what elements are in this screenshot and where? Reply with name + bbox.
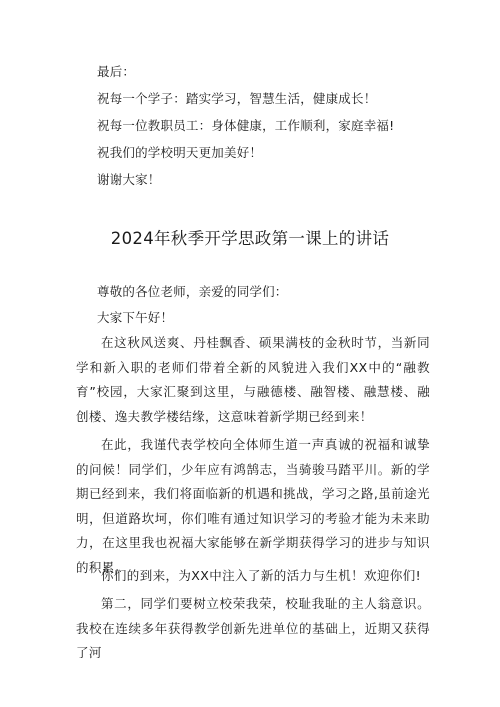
paragraph-1: 在这秋风送爽、丹桂飘香、硕果满枝的金秋时节，当新同学和新入职的老师们带着全新的风貌进入我们XX中的“融教育”校园，大家汇聚到这里，与融德楼、融智楼、融慧楼、融创楼、逸夫教学楼结缘，这意味着新学期已经到来！ (76, 335, 430, 424)
paragraph-2: 在此，我谨代表学校向全体师生道一声真诚的祝福和诚挚的问候！同学们，少年应有鸿鹄志，当骑骏马踏平川。新的学期已经到来，我们将面临新的机遇和挑战，学习之路,虽前途光明，但道路坎坷，你们唯有通过知识学习的考验才能为未来助力，在这里我也祝福大家能够在新学期获得学习的进步与知识的积累。 (76, 437, 430, 575)
closing-line-5: 谢谢大家！ (97, 172, 161, 187)
closing-line-3: 祝每一位教职员工：身体健康，工作顺利，家庭幸福! (97, 118, 395, 133)
speech-greeting: 大家下午好！ (97, 310, 174, 325)
speech-salutation: 尊敬的各位老师，亲爱的同学们： (97, 284, 288, 299)
speech-title: 2024年秋季开学思政第一课上的讲话 (110, 229, 390, 248)
paragraph-3: 你们的到来，为XX中注入了新的活力与生机！欢迎你们! (101, 568, 422, 583)
paragraph-4: 第二，同学们要树立校荣我荣，校耻我耻的主人翁意识。我校在连续多年获得教学创新先进单位的基础上，近期又获得了河 (76, 596, 430, 660)
closing-line-2: 祝每一个学子：踏实学习，智慧生活，健康成长！ (97, 91, 377, 106)
closing-line-1: 最后： (97, 64, 136, 79)
closing-line-4: 祝我们的学校明天更加美好！ (97, 145, 263, 160)
